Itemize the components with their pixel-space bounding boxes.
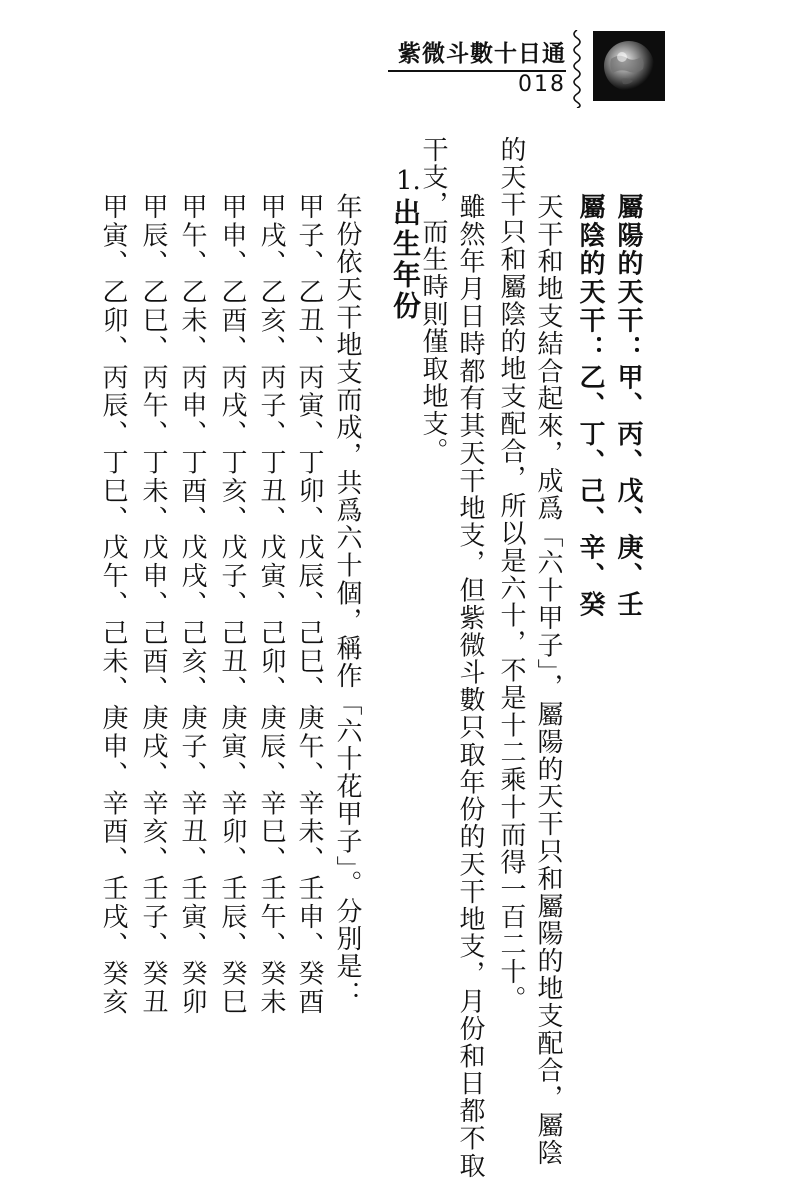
section-title: 出生年份 xyxy=(389,198,422,322)
sexagenary-cycle-row: 甲午、乙未、丙申、丁酉、戊戌、己亥、庚子、辛丑、壬寅、癸卯 xyxy=(177,193,207,1017)
paragraph-line: 干支，而生時則僅取地支。 xyxy=(418,136,448,465)
sexagenary-cycle-row: 甲辰、乙巳、丙午、丁未、戊申、己酉、庚戌、辛亥、壬子、癸丑 xyxy=(138,193,168,1017)
paragraph-line: 天干和地支結合起來，成爲「六十甲子」，屬陽的天干只和屬陽的地支配合，屬陰 xyxy=(533,193,563,1167)
book-title: 紫微斗數十日通 xyxy=(398,41,566,67)
paragraph-line: 雖然年月日時都有其天干地支，但紫微斗數只取年份的天干地支，月份和日都不取 xyxy=(455,193,485,1180)
section-intro: 年份依天干地支而成，共爲六十個，稱作「六十花甲子」。分別是： xyxy=(332,193,362,1008)
paragraph-line: 的天干只和屬陰的地支配合，所以是六十，不是十二乘十而得一百二十。 xyxy=(496,136,526,1013)
yin-stems-line: 屬陰的天干：乙、丁、己、辛、癸 xyxy=(575,193,605,619)
wave-ornament-icon xyxy=(570,30,584,108)
sexagenary-cycle-row: 甲寅、乙卯、丙辰、丁巳、戊午、己未、庚申、辛酉、壬戌、癸亥 xyxy=(98,193,128,1017)
sexagenary-cycle-row: 甲子、乙丑、丙寅、丁卯、戊辰、己巳、庚午、辛未、壬申、癸酉 xyxy=(294,193,324,1017)
sexagenary-cycle-row: 甲申、乙酉、丙戌、丁亥、戊子、己丑、庚寅、辛卯、壬辰、癸巳 xyxy=(217,193,247,1017)
yang-stems-line: 屬陽的天干：甲、丙、戊、庚、壬 xyxy=(613,193,643,619)
page-number: 018 xyxy=(518,72,566,97)
section-number: 1. xyxy=(396,166,421,196)
sexagenary-cycle-row: 甲戌、乙亥、丙子、丁丑、戊寅、己卯、庚辰、辛巳、壬午、癸未 xyxy=(256,193,286,1017)
globe-icon xyxy=(593,31,665,101)
